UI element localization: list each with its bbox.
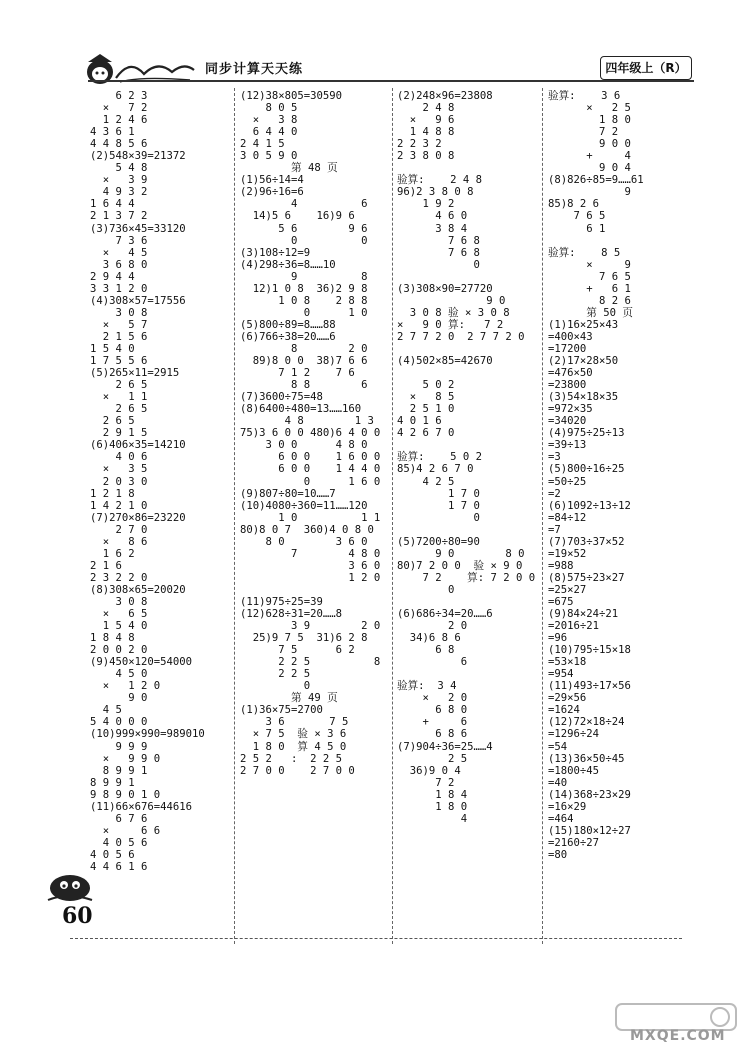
answer-line: (3)108÷12=9 (240, 246, 311, 259)
answer-line: 1 8 0 (548, 114, 631, 127)
answer-line: × 3 9 (90, 174, 148, 187)
answer-line: 7 3 6 (90, 234, 148, 247)
answer-line: 8 0 3 6 0 (240, 535, 368, 548)
answer-line: 1 6 4 4 (90, 198, 135, 211)
answer-line: 2 6 5 (90, 403, 148, 416)
answer-line: × 7 2 (90, 102, 148, 115)
answer-line: 85)8 2 6 (548, 198, 600, 211)
answer-line: =25×27 (548, 583, 587, 596)
answer-line: 7 6 5 (548, 270, 631, 283)
answer-line: =3 (548, 451, 561, 464)
page-header (0, 0, 750, 90)
answer-line: × 7 5 验 × 3 6 (240, 728, 347, 741)
answer-line: 3 3 1 2 0 (90, 282, 148, 295)
answer-line: 85)4 2 6 7 0 (397, 463, 474, 476)
answer-line: (5)265×11=2915 (90, 367, 180, 380)
answer-line: 第 50 页 (548, 306, 633, 319)
answer-line: 7 6 8 (397, 234, 480, 247)
answer-line: 验算: 2 4 8 (397, 174, 482, 187)
answer-line: 9 (548, 186, 631, 199)
answer-line: × 9 0 算: 7 2 (397, 318, 504, 331)
answer-line (397, 439, 540, 451)
answer-line: 1 7 0 (397, 487, 480, 500)
answer-line: (15)180×12÷27 (548, 824, 631, 837)
answer-line: 4 0 5 6 (90, 848, 135, 861)
answer-line: (10)795÷15×18 (548, 644, 631, 657)
answer-line: 9 0 0 (548, 138, 631, 151)
answer-line: =29×56 (548, 692, 587, 705)
answer-line: 9 0 (397, 294, 506, 307)
answer-line: × 5 7 (90, 318, 148, 331)
answer-column-1 (90, 90, 232, 940)
answer-line: 75)3 6 0 0 480)6 4 0 0 (240, 427, 381, 440)
answer-line: (14)368÷23×29 (548, 788, 631, 801)
answer-line: 验算: 8 5 (548, 246, 621, 259)
answer-line: 2 0 3 0 (90, 475, 148, 488)
answer-line: =972×35 (548, 403, 593, 416)
answer-line: 1 8 4 8 (90, 632, 135, 645)
answer-line: 4 4 8 5 6 (90, 138, 148, 151)
answer-line: 7 2 算: 7 2 0 0 (397, 571, 536, 584)
answer-line: 2 3 2 2 0 (90, 571, 148, 584)
answer-line: 1 5 4 0 (90, 620, 148, 633)
answer-line: × 2 0 (397, 692, 468, 705)
answer-line: 96)2 3 8 0 8 (397, 186, 474, 199)
column-divider (392, 88, 393, 944)
answer-line: (3)54×18×35 (548, 391, 619, 404)
answer-line: (8)826÷85=9……61 (548, 174, 644, 187)
answer-line: 7 2 (397, 776, 455, 789)
answer-line: 4 2 6 7 0 (397, 427, 455, 440)
answer-line: =1624 (548, 704, 580, 717)
answer-line: 2 4 1 5 (240, 138, 285, 151)
answer-line: 1 2 0 (240, 571, 381, 584)
answer-line: 2 1 5 6 (90, 330, 148, 343)
answer-column-3 (397, 90, 540, 940)
answer-line: 0 1 0 (240, 306, 368, 319)
answer-line: 7 6 5 (548, 210, 606, 223)
answer-line: 0 0 (240, 234, 368, 247)
answer-line: 7 6 8 (397, 246, 480, 259)
answer-line: 9 0 8 0 (397, 547, 525, 560)
answer-line: 9 0 4 (548, 162, 631, 175)
answer-line (397, 668, 540, 680)
answer-line: 3 0 8 (90, 595, 148, 608)
answer-line: 7 2 (548, 126, 619, 139)
answer-line: =1296÷24 (548, 728, 600, 741)
answer-line: (1)36×75=2700 (240, 704, 323, 717)
answer-line: (10)4080÷360=11……120 (240, 499, 368, 512)
answer-line: 1 8 0 算 4 5 0 (240, 740, 347, 753)
answer-line: 8 2 6 (548, 294, 631, 307)
answer-line: (5)7200÷80=90 (397, 535, 480, 548)
answer-line: 4 4 6 1 6 (90, 861, 148, 873)
answer-line: =50÷25 (548, 475, 587, 488)
answer-line: 2 5 2 : 2 2 5 (240, 752, 343, 765)
answer-line: 6 2 3 (90, 90, 148, 102)
answer-line: 2 7 0 (90, 523, 148, 536)
answer-line: 1 0 1 1 (240, 511, 381, 524)
answer-line: × 4 5 (90, 246, 148, 259)
answer-line (397, 524, 540, 536)
answer-line (397, 271, 540, 283)
answer-line: 验算: 3 4 (397, 680, 457, 693)
answer-line: 5 4 0 0 0 (90, 716, 148, 729)
answer-line: 2 0 0 2 0 (90, 644, 148, 657)
answer-line: 4 0 1 6 (397, 415, 442, 428)
answer-line: × 8 6 (90, 535, 148, 548)
answer-line: (6)686÷34=20……6 (397, 608, 493, 621)
answer-line: =16×29 (548, 800, 587, 813)
answer-line: 9 8 (240, 270, 368, 283)
answer-line: =39÷13 (548, 439, 587, 452)
answer-line: 6 0 0 1 4 4 0 (240, 463, 381, 476)
answer-line: 5 4 8 (90, 162, 148, 175)
answer-line: 1 4 2 1 0 (90, 499, 148, 512)
answer-line: 1 5 4 0 (90, 342, 135, 355)
answer-line: (6)766÷38=20……6 (240, 330, 336, 343)
answer-line (397, 596, 540, 608)
answer-line: 36)9 0 4 (397, 764, 461, 777)
answer-line: 8 9 9 1 (90, 776, 135, 789)
answer-line: (8)308×65=20020 (90, 583, 186, 596)
answer-line: 3 6 7 5 (240, 716, 349, 729)
answer-line: (3)308×90=27720 (397, 282, 493, 295)
answer-line (240, 584, 390, 596)
answer-line: 5 6 9 6 (240, 222, 368, 235)
answer-line: 9 9 9 (90, 740, 148, 753)
answer-line: 89)8 0 0 38)7 6 6 (240, 355, 368, 368)
answer-line: 6 8 0 (397, 704, 468, 717)
answer-line: 7 1 2 7 6 (240, 367, 355, 380)
answer-line: 9 0 (90, 692, 148, 705)
answer-line: 4 0 6 (90, 451, 148, 464)
answer-line: (2)248×96=23808 (397, 90, 493, 102)
answer-line: (6)406×35=14210 (90, 439, 186, 452)
answer-line (397, 162, 540, 174)
answer-line: =53×18 (548, 656, 587, 669)
answer-line: 8 9 9 1 (90, 764, 148, 777)
answer-line: (7)703÷37×52 (548, 535, 625, 548)
watermark-text: MXQE.COM (630, 1028, 726, 1044)
answer-line: =40 (548, 776, 568, 789)
answer-line: 0 (397, 511, 480, 524)
answer-line: 1 0 8 2 8 8 (240, 294, 368, 307)
answer-line: × 6 5 (90, 608, 148, 621)
answer-line: 4 3 6 1 (90, 126, 135, 139)
answer-line: 1 2 1 8 (90, 487, 135, 500)
answer-line: 3 0 8 (90, 306, 148, 319)
answer-line: × 3 5 (90, 463, 148, 476)
answer-line: 2 6 5 (90, 415, 135, 428)
answer-line: (4)308×57=17556 (90, 294, 186, 307)
answer-line: (2)17×28×50 (548, 355, 619, 368)
answer-line: + 6 1 (548, 282, 631, 295)
answer-line: 8 8 6 (240, 379, 368, 392)
answer-line: 2 7 0 0 2 7 0 0 (240, 764, 355, 777)
answer-line: (1)16×25×43 (548, 318, 619, 331)
mascot-icon (40, 866, 96, 906)
answer-line: × 1 2 0 (90, 680, 161, 693)
answer-line: =2016÷21 (548, 620, 600, 633)
answer-line (397, 343, 540, 355)
answer-line: × 9 6 (397, 114, 455, 127)
answer-line: 2 2 5 (240, 668, 311, 681)
answer-line: 2 5 1 0 (397, 403, 455, 416)
header-divider (88, 80, 694, 82)
answer-line: 3 0 8 验 × 3 0 8 (397, 306, 510, 319)
answer-line: 80)7 2 0 0 验 × 9 0 (397, 559, 523, 572)
answer-line: + 6 (397, 716, 468, 729)
answer-line: 2 1 3 7 2 (90, 210, 148, 223)
answer-line: =80 (548, 848, 568, 861)
answer-line: (4)975÷25÷13 (548, 427, 625, 440)
answer-line: (7)3600÷75=48 (240, 391, 323, 404)
answer-line: 4 9 3 2 (90, 186, 148, 199)
answer-line: 3 8 4 (397, 222, 468, 235)
answer-line: =54 (548, 740, 568, 753)
answer-line: 验算: 3 6 (548, 90, 621, 102)
answer-line: =2 (548, 487, 561, 500)
answer-line: (4)298÷36=8……10 (240, 258, 336, 271)
answer-line: 80)8 0 7 360)4 0 8 0 (240, 523, 374, 536)
answer-line: 6 8 6 (397, 728, 468, 741)
answer-line: × 1 1 (90, 391, 148, 404)
column-divider (542, 88, 543, 944)
answer-line: =19×52 (548, 547, 587, 560)
answer-line: (11)493÷17×56 (548, 680, 631, 693)
answer-line: 4 0 5 6 (90, 836, 148, 849)
answer-line: 1 8 4 (397, 788, 468, 801)
answer-line: (1)56÷14=4 (240, 174, 304, 187)
answer-line: 8 2 0 (240, 342, 368, 355)
answer-line: 8 0 5 (240, 102, 298, 115)
answer-line: 3 6 8 0 (90, 258, 148, 271)
answer-line: 14)5 6 16)9 6 (240, 210, 355, 223)
answer-line: 3 9 2 0 (240, 620, 381, 633)
answer-line: (5)800÷89=8……88 (240, 318, 336, 331)
answer-line: 2 2 3 2 (397, 138, 442, 151)
cartoon-logo-icon (80, 48, 198, 88)
answer-line: 3 6 0 (240, 559, 381, 572)
answer-line: 1 7 0 (397, 499, 480, 512)
answer-line: 2 9 4 4 (90, 270, 135, 283)
answer-line: 7 5 6 2 (240, 644, 355, 657)
answer-line: 第 49 页 (240, 692, 338, 705)
answer-line: 0 (397, 258, 480, 271)
answer-line: 2 5 (397, 752, 468, 765)
answer-line: 4 8 1 3 (240, 415, 374, 428)
answer-line: × 3 8 (240, 114, 298, 127)
answer-line: (12)628÷31=20……8 (240, 608, 343, 621)
answer-line: =988 (548, 559, 574, 572)
answer-line: (11)975÷25=39 (240, 595, 323, 608)
answer-line: (12)72×18÷24 (548, 716, 625, 729)
answer-line: (9)450×120=54000 (90, 656, 193, 669)
answer-line: 4 6 0 (397, 210, 468, 223)
answer-line: =23800 (548, 379, 587, 392)
answer-line: 1 4 8 8 (397, 126, 455, 139)
answer-line: =1800÷45 (548, 764, 600, 777)
answer-line: 4 5 0 (90, 668, 148, 681)
answer-line: 5 0 2 (397, 379, 455, 392)
answer-line: =400×43 (548, 330, 593, 343)
answer-line: 6 8 (397, 644, 455, 657)
answer-line: 2 9 1 5 (90, 427, 148, 440)
answer-line (397, 367, 540, 379)
answer-line: (11)66×676=44616 (90, 800, 193, 813)
answer-line: 12)1 0 8 36)2 9 8 (240, 282, 368, 295)
answer-line: 25)9 7 5 31)6 2 8 (240, 632, 368, 645)
answer-line: (4)502×85=42670 (397, 355, 493, 368)
grade-badge: 四年级上（R） (600, 56, 692, 80)
answer-line: × 8 5 (397, 391, 455, 404)
answer-line: 1 9 2 (397, 198, 455, 211)
answer-line: 2 0 (397, 620, 468, 633)
answer-line: 4 6 (240, 198, 368, 211)
answer-line: 3 0 5 9 0 (240, 150, 298, 163)
answer-line: 4 (397, 812, 468, 825)
answer-line: 6 (397, 656, 468, 669)
answer-line: (8)6400÷480=13……160 (240, 403, 362, 416)
answer-line: 0 1 6 0 (240, 475, 381, 488)
answer-line (548, 235, 693, 247)
answer-line: 7 4 8 0 (240, 547, 381, 560)
answer-line: (12)38×805=30590 (240, 90, 343, 102)
answer-line: =96 (548, 632, 568, 645)
answer-line: =84÷12 (548, 511, 587, 524)
answer-line: (3)736×45=33120 (90, 222, 186, 235)
answer-line: (5)800÷16÷25 (548, 463, 625, 476)
answer-line: 1 8 0 (397, 800, 468, 813)
answer-line: 验算: 5 0 2 (397, 451, 482, 464)
answer-line: (2)548×39=21372 (90, 150, 186, 163)
answer-line: =7 (548, 523, 561, 536)
answer-line: 6 1 (548, 222, 606, 235)
answer-line: (2)96÷16=6 (240, 186, 304, 199)
answer-line: 34)6 8 6 (397, 632, 461, 645)
answer-line: =476×50 (548, 367, 593, 380)
answer-line: 9 8 9 0 1 0 (90, 788, 161, 801)
answer-line: 1 2 4 6 (90, 114, 148, 127)
answer-line: 0 (240, 680, 311, 693)
answer-line: =34020 (548, 415, 587, 428)
answer-line: (13)36×50÷45 (548, 752, 625, 765)
answer-line: 第 48 页 (240, 162, 338, 175)
answer-line: × 2 5 (548, 102, 631, 115)
answer-line: 6 4 4 0 (240, 126, 298, 139)
footer-divider (70, 938, 682, 939)
answer-line: =2160÷27 (548, 836, 600, 849)
answer-line: (10)999×990=989010 (90, 728, 205, 741)
answer-line: 4 5 (90, 704, 122, 717)
answer-line: × 9 (548, 258, 631, 271)
answer-line: 0 (397, 583, 455, 596)
answer-line: 2 2 5 8 (240, 656, 381, 669)
answer-line: (9)807÷80=10……7 (240, 487, 336, 500)
answer-line: (9)84×24÷21 (548, 608, 619, 621)
answer-line: 2 7 7 2 0 2 7 7 2 0 (397, 330, 525, 343)
answer-column-4 (548, 90, 693, 940)
answer-line: 4 2 5 (397, 475, 455, 488)
answer-line: × 9 9 0 (90, 752, 161, 765)
answer-line: 2 6 5 (90, 379, 148, 392)
answer-line: 1 7 5 5 6 (90, 355, 148, 368)
answer-line: =675 (548, 595, 574, 608)
answer-line: =17200 (548, 342, 587, 355)
answer-line: 2 4 8 (397, 102, 455, 115)
book-title: 同步计算天天练 (205, 62, 304, 77)
answer-column-2 (240, 90, 390, 940)
answer-line: 2 1 6 (90, 559, 122, 572)
answer-line: (8)575÷23×27 (548, 571, 625, 584)
answer-line: (7)270×86=23220 (90, 511, 186, 524)
answer-line: (6)1092÷13÷12 (548, 499, 631, 512)
answer-line: (7)904÷36=25……4 (397, 740, 493, 753)
answer-line: =464 (548, 812, 574, 825)
answer-line: 6 7 6 (90, 812, 148, 825)
answer-line: =954 (548, 668, 574, 681)
answer-line: 2 3 8 0 8 (397, 150, 455, 163)
column-divider (234, 88, 235, 944)
answer-line: 3 0 0 4 8 0 (240, 439, 368, 452)
answer-line: × 6 6 (90, 824, 161, 837)
answer-line: + 4 (548, 150, 631, 163)
answer-line: 1 6 2 (90, 547, 135, 560)
answer-line: 6 0 0 1 6 0 0 (240, 451, 381, 464)
page-number: 60 (62, 903, 93, 929)
